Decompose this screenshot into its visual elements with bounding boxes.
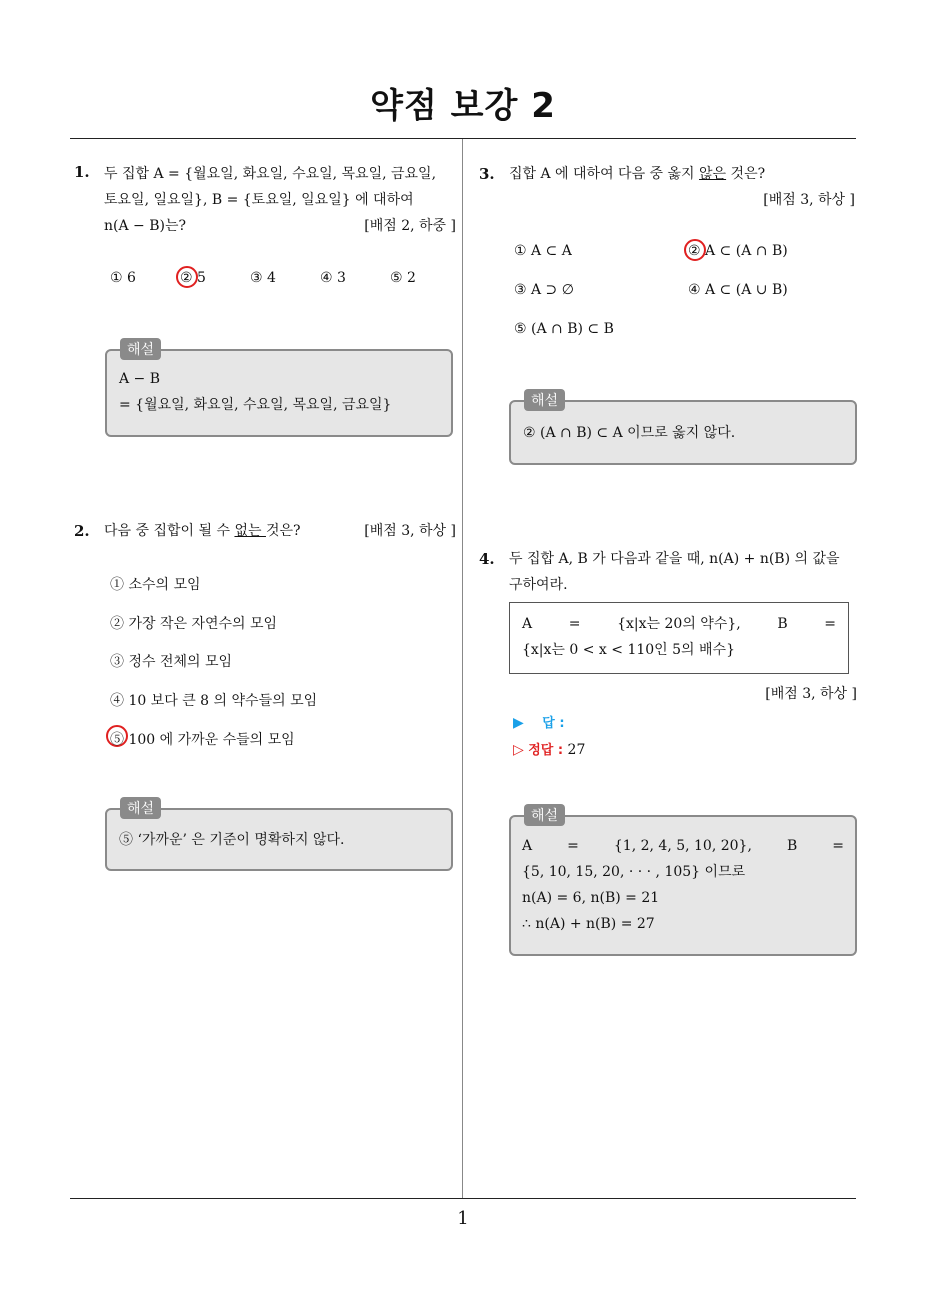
- q4-correct-value: 27: [567, 742, 586, 758]
- q2-choice-1[interactable]: ① 소수의 모임: [110, 577, 201, 593]
- q1-line3: n(A − B)는?: [104, 218, 186, 234]
- q2-choice-2[interactable]: ② 가장 작은 자연수의 모임: [110, 616, 278, 632]
- q1-number: 1.: [74, 163, 90, 181]
- q3-choice-1[interactable]: ① A ⊂ A: [514, 243, 572, 259]
- q3-prompt-end: 것은?: [726, 166, 766, 182]
- q4-box-a-def: {x|x는 20의 약수},: [617, 616, 741, 632]
- q2-prompt: [104, 518, 456, 544]
- q4-prompt: [509, 546, 859, 598]
- q1-prompt: [104, 161, 456, 239]
- q4-expl-line3: n(A) = 6, n(B) = 21: [522, 890, 660, 906]
- q4-definition-text: [522, 611, 836, 663]
- q2-prompt-text: 다음 중 집합이 될 수: [104, 523, 235, 539]
- page-title: 약점 보강 2: [370, 86, 556, 126]
- page-number: 1: [457, 1208, 469, 1229]
- q2-number: 2.: [74, 522, 90, 540]
- q4-score: [배점 3, 하상 ]: [765, 686, 857, 702]
- q4-expl-a: A: [522, 838, 533, 854]
- q4-box-a: A: [522, 616, 533, 632]
- q4-box-eq2: =: [824, 616, 836, 632]
- q4-line1: 두 집합 A, B 가 다음과 같을 때, n(A) + n(B) 의 값을: [509, 551, 840, 567]
- q2-prompt-end: 것은?: [265, 523, 301, 539]
- q4-answer-row: [513, 710, 565, 737]
- q3-choice-5[interactable]: ⑤ (A ∩ B) ⊂ B: [514, 321, 614, 337]
- q1-choice-1[interactable]: ① 6: [110, 270, 136, 286]
- q4-expl-line4: ∴ n(A) + n(B) = 27: [522, 916, 655, 932]
- q4-explanation-tag: 해설: [524, 804, 565, 826]
- q2-prompt-underline: 없는: [234, 523, 266, 539]
- q1-choice-5[interactable]: ⑤ 2: [390, 270, 416, 286]
- q3-choice-4[interactable]: ④ A ⊂ (A ∪ B): [688, 282, 788, 298]
- q4-correct-label: 정답 :: [528, 743, 564, 758]
- q2-expl-line1: ⑤ ‘가까운’ 은 기준이 명확하지 않다.: [119, 832, 345, 848]
- q3-prompt-underline: 않은: [699, 166, 727, 182]
- q1-expl-line2: = {월요일, 화요일, 수요일, 목요일, 금요일}: [119, 397, 392, 413]
- q4-box-eq: =: [568, 616, 581, 632]
- q4-expl-line2: {5, 10, 15, 20, · · · , 105} 이므로: [522, 864, 746, 880]
- q2-score: [배점 3, 하상 ]: [364, 523, 456, 539]
- q4-explanation-text: [522, 833, 844, 937]
- q3-number: 3.: [479, 165, 495, 183]
- q3-prompt-text: 집합 A 에 대하여 다음 중 옳지: [509, 166, 700, 182]
- q1-expl-line1: A − B: [119, 371, 161, 387]
- bottom-divider: [70, 1198, 856, 1199]
- q4-expl-b: B: [786, 838, 798, 854]
- outline-play-icon: ▷: [513, 742, 524, 758]
- q3-explanation-tag: 해설: [524, 389, 565, 411]
- q1-explanation-tag: 해설: [120, 338, 161, 360]
- q1-score: [배점 2, 하중 ]: [364, 218, 456, 234]
- q4-box-b-def: {x|x는 0 < x < 110인 5의 배수}: [522, 642, 735, 658]
- q4-expl-eq2: =: [832, 838, 844, 854]
- q3-choice-3[interactable]: ③ A ⊃ ∅: [514, 282, 574, 298]
- q4-number: 4.: [479, 550, 495, 568]
- q1-choice-4[interactable]: ④ 3: [320, 270, 346, 286]
- q2-choice-5[interactable]: ⑤ 100 에 가까운 수들의 모임: [110, 732, 295, 748]
- q1-line1: 두 집합 A = {월요일, 화요일, 수요일, 목요일, 금요일,: [104, 166, 437, 182]
- q2-choice-4[interactable]: ④ 10 보다 큰 8 의 약수들의 모임: [110, 693, 318, 709]
- q4-answer-label: 답 :: [542, 716, 565, 731]
- q4-box-b: B: [777, 616, 788, 632]
- q4-correct-row: [513, 737, 585, 764]
- q1-choice-2[interactable]: ② 5: [180, 270, 206, 286]
- q4-expl-eq: =: [567, 838, 579, 854]
- play-icon: ▶: [513, 715, 524, 731]
- column-divider: [462, 139, 463, 1199]
- q4-expl-a-set: {1, 2, 4, 5, 10, 20},: [613, 838, 752, 854]
- q1-explanation-text: [119, 366, 391, 418]
- q1-line2: 토요일, 일요일}, B = {토요일, 일요일} 에 대하여: [104, 192, 414, 208]
- q2-choice-3[interactable]: ③ 정수 전체의 모임: [110, 654, 233, 670]
- q3-prompt: [509, 161, 855, 213]
- q3-expl-line1: ② (A ∩ B) ⊂ A 이므로 옳지 않다.: [523, 425, 736, 441]
- q1-choice-3[interactable]: ③ 4: [250, 270, 276, 286]
- top-divider: [70, 138, 856, 139]
- q4-line2: 구하여라.: [509, 577, 568, 593]
- q3-score: [배점 3, 하상 ]: [763, 192, 855, 208]
- q3-choice-2[interactable]: ② A ⊂ (A ∩ B): [688, 243, 788, 259]
- q2-explanation-tag: 해설: [120, 797, 161, 819]
